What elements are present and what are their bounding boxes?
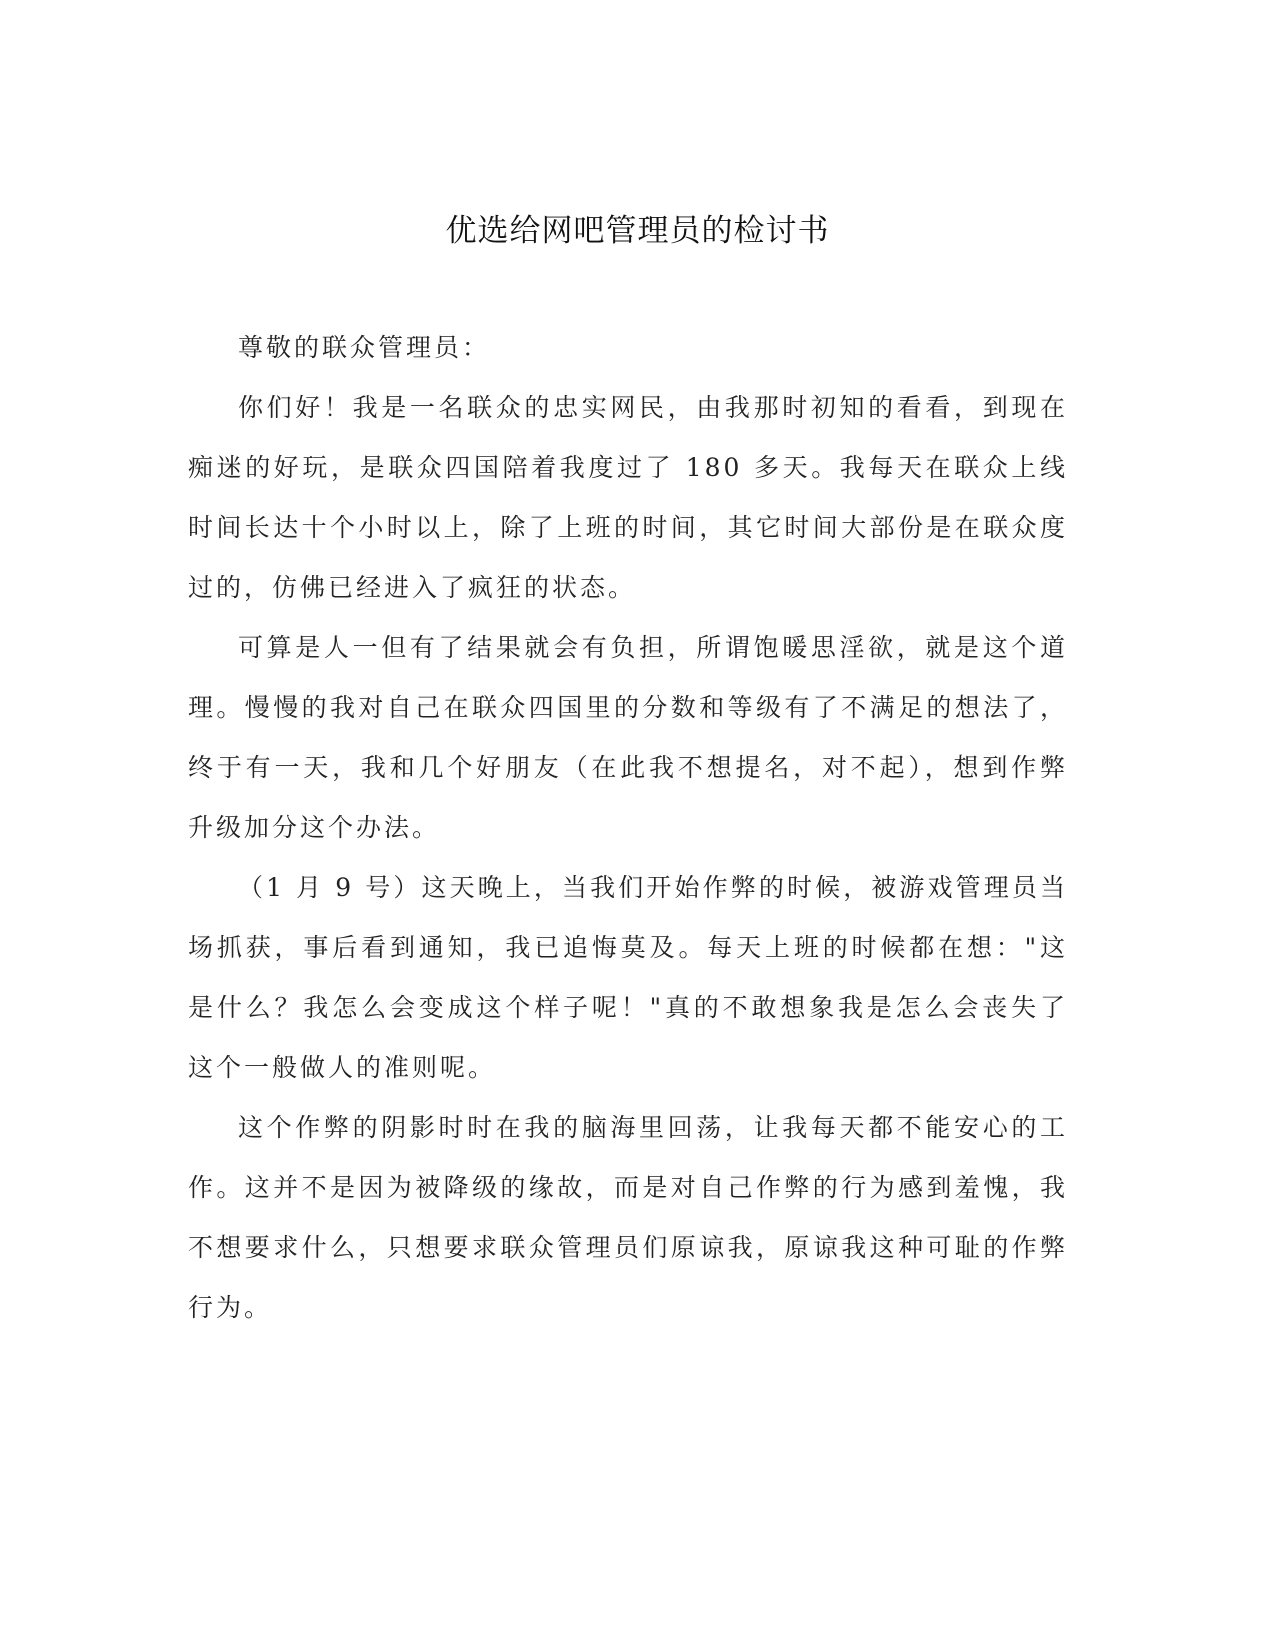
- document-title: 优选给网吧管理员的检讨书: [445, 213, 830, 249]
- paragraph-2: 可算是人一但有了结果就会有负担，所谓饱暖思淫欲，就是这个道理。慢慢的我对自己在联众四国里的分数和等级有了不满足的想法了，终于有一天，我和几个好朋友（在此我不想提名，对不起），想到作弊升级加分这个办法。: [188, 633, 1068, 842]
- paragraph-3: （1 月 9 号）这天晚上，当我们开始作弊的时候，被游戏管理员当场抓获，事后看到通知，我已追悔莫及。每天上班的时候都在想："这是什么？我怎么会变成这个样子呢！"真的不敢想象我是怎么会丧失了这个一般做人的准则呢。: [188, 873, 1068, 1082]
- document-body: [188, 318, 1068, 1338]
- paragraph-1: 你们好！我是一名联众的忠实网民，由我那时初知的看看，到现在痴迷的好玩，是联众四国陪着我度过了 180 多天。我每天在联众上线时间长达十个小时以上，除了上班的时间，其它时间大部份是在联众度过的，仿佛已经进入了疯狂的状态。: [188, 393, 1068, 602]
- paragraph-4: 这个作弊的阴影时时在我的脑海里回荡，让我每天都不能安心的工作。这并不是因为被降级的缘故，而是对自己作弊的行为感到羞愧，我不想要求什么，只想要求联众管理员们原谅我，原谅我这种可耻的作弊行为。: [188, 1113, 1068, 1322]
- salutation: 尊敬的联众管理员：: [238, 333, 491, 362]
